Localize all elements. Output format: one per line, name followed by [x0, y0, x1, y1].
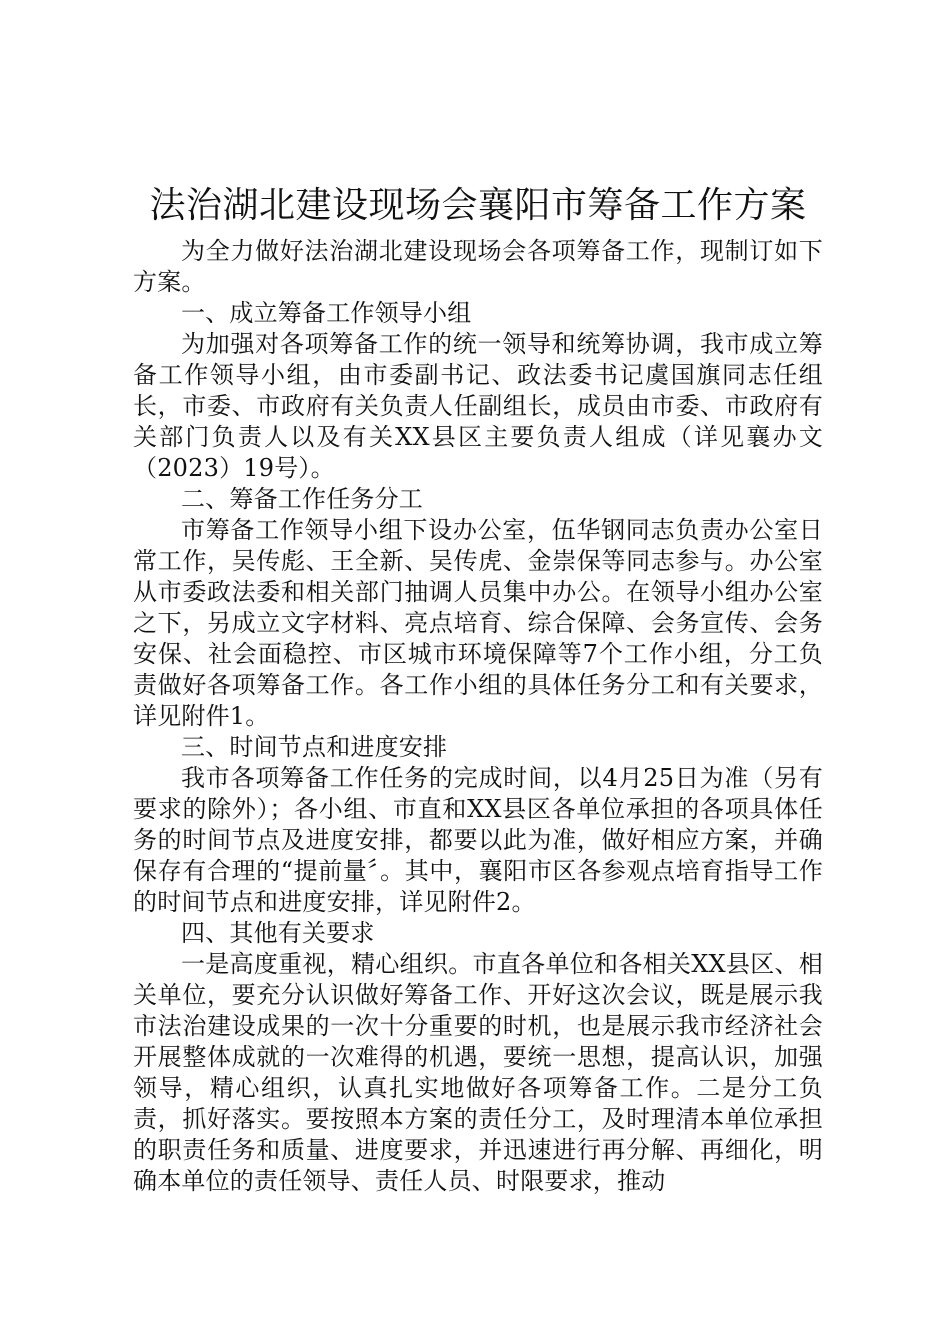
- document-title: 法治湖北建设现场会襄阳市筹备工作方案: [149, 185, 807, 226]
- section-heading-1: 一、成立筹备工作领导小组: [181, 299, 472, 327]
- section-1-paragraph: 为加强对各项筹备工作的统一领导和统筹协调，我市成立筹备工作领导小组，由市委副书记、政法委书记虞国旗同志任组长，市委、市政府有关负责人任副组长，成员由市委、市政府有关部门负责人以及有关XX县区主要负责人组成（详见襄办文（2023）19号）。: [133, 330, 823, 482]
- section-4-paragraph: 一是高度重视，精心组织。市直各单位和各相关XX县区、相关单位，要充分认识做好筹备工作、开好这次会议，既是展示我市法治建设成果的一次十分重要的时机，也是展示我市经济社会开展整体成就的一次难得的机遇，要统一思想，提高认识，加强领导，精心组织，认真扎实地做好各项筹备工作。二是分工负责，抓好落实。要按照本方案的责任分工，及时理清本单位承担的职责任务和质量、进度要求，并迅速进行再分解、再细化，明确本单位的责任领导、责任人员、时限要求，推动: [133, 950, 823, 1195]
- section-heading-2: 二、筹备工作任务分工: [181, 485, 423, 513]
- section-heading-4: 四、其他有关要求: [181, 919, 375, 947]
- document-content: [133, 180, 823, 1197]
- intro-paragraph: 为全力做好法治湖北建设现场会各项筹备工作，现制订如下方案。: [133, 237, 823, 296]
- section-2-paragraph: 市筹备工作领导小组下设办公室，伍华钢同志负责办公室日常工作，吴传彪、王全新、吴传虎、金崇保等同志参与。办公室从市委政法委和相关部门抽调人员集中办公。在领导小组办公室之下，另成立文字材料、亮点培育、综合保障、会务宣传、会务安保、社会面稳控、市区城市环境保障等7个工作小组，分工负责做好各项筹备工作。各工作小组的具体任务分工和有关要求，详见附件1。: [133, 516, 823, 730]
- document-body: [133, 236, 823, 1197]
- section-3-paragraph: 我市各项筹备工作任务的完成时间，以4月25日为准（另有要求的除外）；各小组、市直和XX县区各单位承担的各项具体任务的时间节点及进度安排，都要以此为准，做好相应方案，并确保存有合理的“提前量〞。其中，襄阳市区各参观点培育指导工作的时间节点和进度安排，详见附件2。: [133, 764, 823, 916]
- section-heading-3: 三、时间节点和进度安排: [181, 733, 448, 761]
